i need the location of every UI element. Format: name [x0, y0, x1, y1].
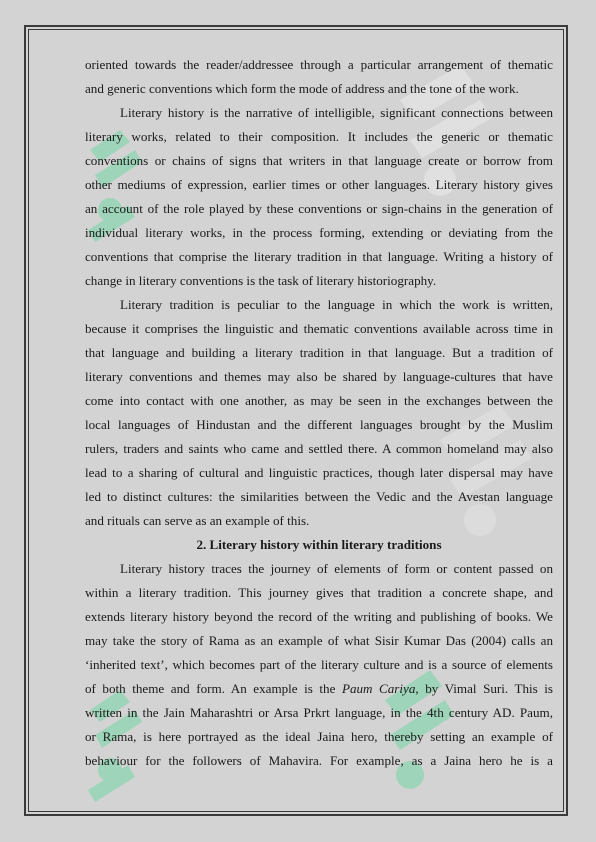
text-run: within a literary tradition. This journey gives that tradition a concrete shape, and: [85, 585, 553, 600]
text-run: written in the Jain Maharashtri or Arsa Prkrt language, in the 4th century AD. Paum,: [85, 705, 553, 720]
text-line: [85, 341, 553, 365]
text-run: that language and building a literary tradition in that language. But a tradition of: [85, 345, 553, 360]
text-run: conventions that comprise the literary tradition in that language. Writing a history of: [85, 249, 553, 264]
text-run: oriented towards the reader/addressee through a particular arrangement of thematic: [85, 57, 553, 72]
text-run: change in literary conventions is the task of literary historiography.: [85, 273, 437, 288]
text-run: literary conventions and themes may also be shared by language-cultures that have: [85, 369, 553, 384]
text-run: ‘inherited text’, which becomes part of the literary culture and is a source of elements: [85, 657, 553, 672]
text-line: [85, 389, 553, 413]
text-line: [85, 605, 553, 629]
text-line: [85, 53, 553, 77]
text-line: [85, 437, 553, 461]
text-run: individual literary works, in the process forming, extending or deviating from the: [85, 225, 553, 240]
text-run: Literary tradition is peculiar to the language in which the work is written,: [120, 297, 553, 312]
body-text: [85, 53, 553, 773]
text-line: [85, 509, 553, 533]
text-line: [85, 197, 553, 221]
text-run: Literary history is the narrative of intelligible, significant connections between: [120, 105, 553, 120]
text-run: because it comprises the linguistic and thematic conventions available across time in: [85, 321, 553, 336]
text-run: and generic conventions which form the mode of address and the tone of the work.: [85, 81, 519, 96]
text-line: [85, 557, 553, 581]
text-run: by Vimal Suri. This is: [418, 681, 553, 696]
text-line: [85, 413, 553, 437]
text-line: [85, 365, 553, 389]
text-run: literary works, related to their composition. It includes the generic or thematic: [85, 129, 553, 144]
text-line: [85, 293, 553, 317]
text-line: [85, 677, 553, 701]
text-run: 2. Literary history within literary traditions: [196, 537, 442, 552]
text-line: [85, 725, 553, 749]
text-run: may take the story of Rama as an example of what Sisir Kumar Das (2004) calls an: [85, 633, 553, 648]
text-line: [85, 317, 553, 341]
text-line: [85, 485, 553, 509]
text-line: [85, 101, 553, 125]
text-line: [85, 653, 553, 677]
section-heading: [85, 533, 553, 557]
text-run: rulers, traders and saints who came and settled there. A common homeland may also: [85, 441, 553, 456]
text-line: [85, 269, 553, 293]
text-line: [85, 701, 553, 725]
text-run: Literary history traces the journey of elements of form or content passed on: [120, 561, 553, 576]
text-line: [85, 581, 553, 605]
text-run: led to distinct cultures: the similarities between the Vedic and the Avestan language: [85, 489, 553, 504]
text-line: [85, 629, 553, 653]
text-line: [85, 149, 553, 173]
text-run: come into contact with one another, as may be seen in the exchanges between the: [85, 393, 553, 408]
text-run: behaviour for the followers of Mahavira. For example, as a Jaina hero he is a: [85, 753, 553, 768]
text-line: [85, 173, 553, 197]
text-run: lead to a sharing of cultural and linguistic practices, though later dispersal may have: [85, 465, 553, 480]
text-run: local languages of Hindustan and the different languages brought by the Muslim: [85, 417, 553, 432]
text-line: [85, 125, 553, 149]
text-run: an account of the role played by these conventions or sign-chains in the generation of: [85, 201, 553, 216]
text-line: [85, 221, 553, 245]
text-run: conventions or chains of signs that writers in that language create or borrow from: [85, 153, 553, 168]
text-line: [85, 749, 553, 773]
text-run: other mediums of expression, earlier times or other languages. Literary history gives: [85, 177, 553, 192]
text-run: or Rama, is here portrayed as the ideal Jaina hero, thereby setting an example of: [85, 729, 553, 744]
text-line: [85, 77, 553, 101]
text-line: [85, 461, 553, 485]
text-run: extends literary history beyond the record of the writing and publishing of books. We: [85, 609, 553, 624]
text-run: and rituals can serve as an example of this.: [85, 513, 310, 528]
text-run: of both theme and form. An example is the: [85, 681, 342, 696]
text-line: [85, 245, 553, 269]
italic-title: Paum Cariya,: [341, 681, 419, 696]
